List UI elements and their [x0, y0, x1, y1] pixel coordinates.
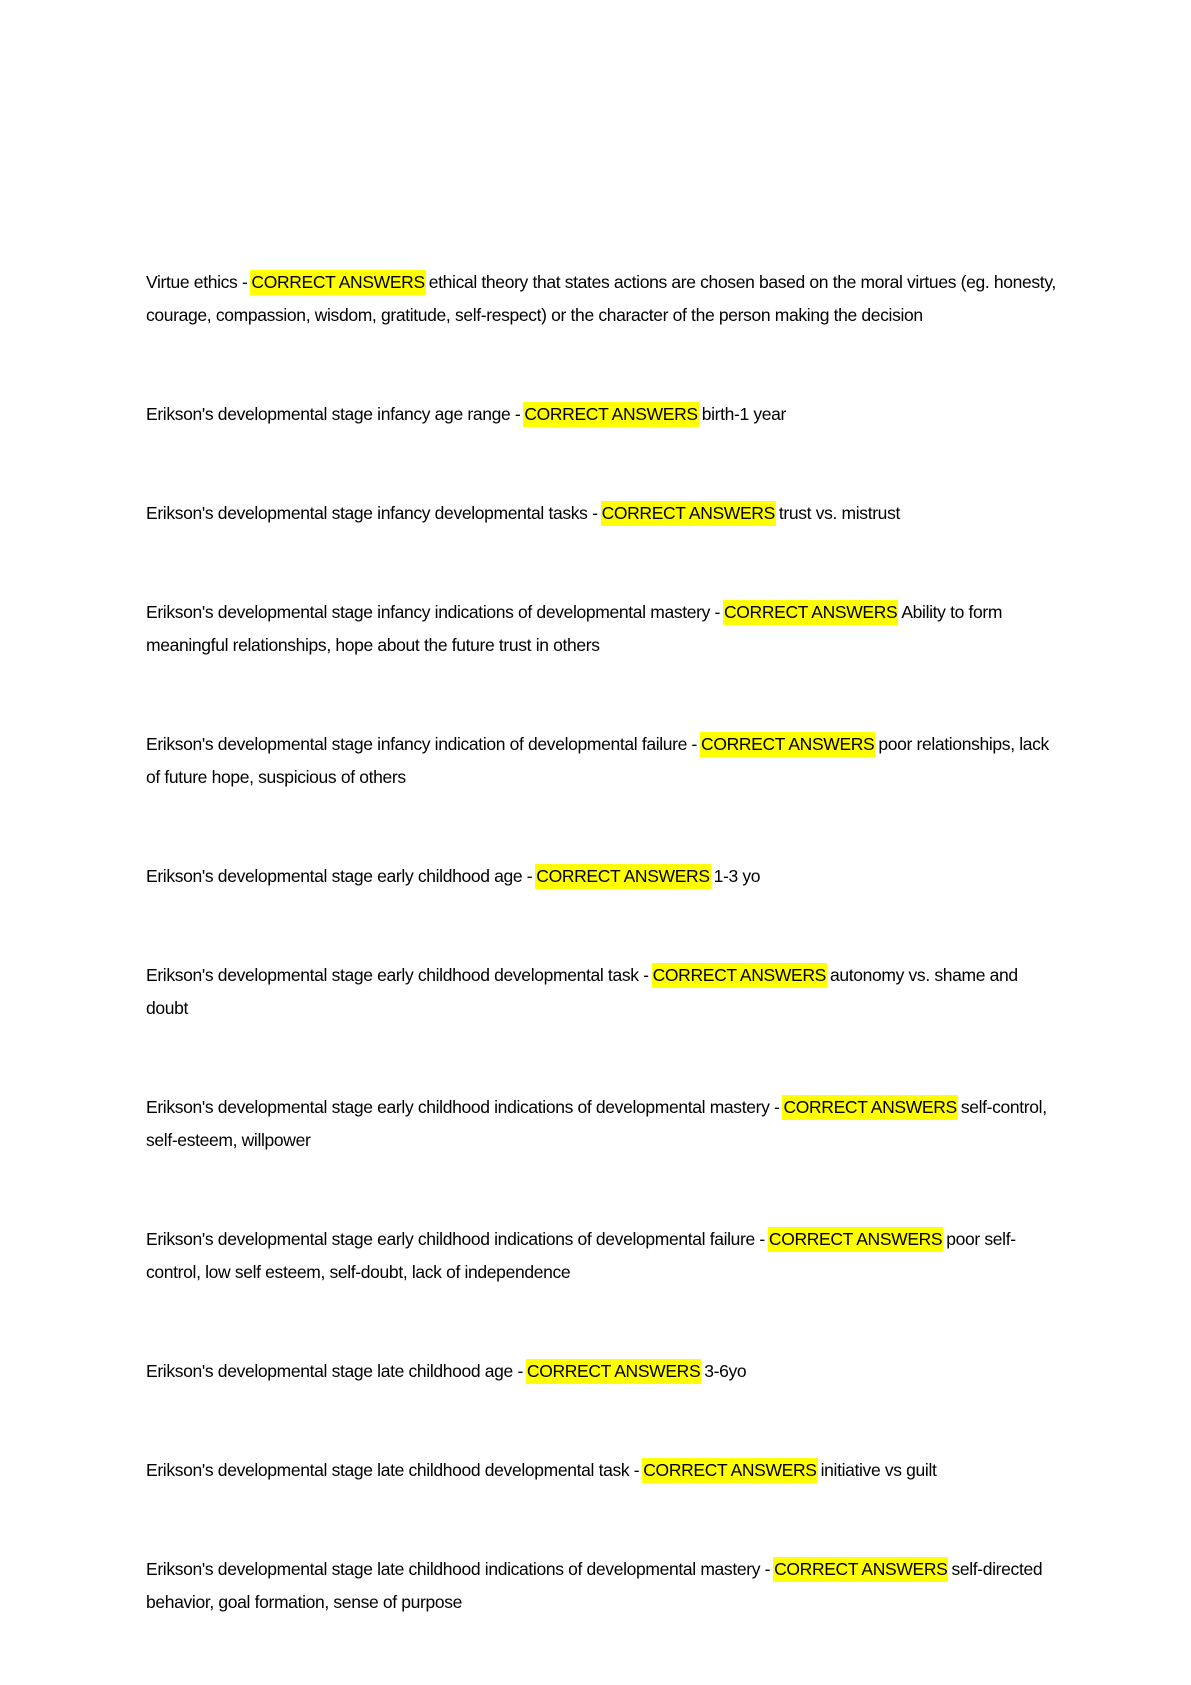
entry-term: Erikson's developmental stage infancy developmental tasks - [146, 503, 598, 523]
correct-answers-highlight: CORRECT ANSWERS [768, 1227, 943, 1252]
entry-late-childhood-age [146, 1355, 1056, 1388]
entry-term: Erikson's developmental stage early childhood developmental task - [146, 965, 649, 985]
entry-infancy-mastery [146, 596, 1056, 662]
correct-answers-highlight: CORRECT ANSWERS [535, 864, 710, 889]
entry-answer: 3-6yo [704, 1361, 747, 1381]
entry-early-childhood-failure [146, 1223, 1056, 1289]
entry-answer: self-control, self-esteem, willpower [146, 1097, 1047, 1150]
entry-answer: 1-3 yo [713, 866, 761, 886]
entry-early-childhood-task [146, 959, 1056, 1025]
entry-term: Erikson's developmental stage infancy indication of developmental failure - [146, 734, 698, 754]
correct-answers-highlight: CORRECT ANSWERS [523, 402, 698, 427]
entry-answer: autonomy vs. shame and doubt [146, 965, 1018, 1018]
correct-answers-highlight: CORRECT ANSWERS [250, 270, 425, 295]
entry-term: Erikson's developmental stage late childhood indications of developmental mastery - [146, 1559, 771, 1579]
correct-answers-highlight: CORRECT ANSWERS [526, 1359, 701, 1384]
entry-term: Erikson's developmental stage early childhood indications of developmental mastery - [146, 1097, 780, 1117]
entry-infancy-age [146, 398, 1056, 431]
entry-answer: Ability to form meaningful relationships, hope about the future trust in others [146, 602, 1003, 655]
entry-late-childhood-task [146, 1454, 1056, 1487]
correct-answers-highlight: CORRECT ANSWERS [642, 1458, 817, 1483]
entry-infancy-tasks [146, 497, 1056, 530]
entry-term: Erikson's developmental stage late childhood age - [146, 1361, 523, 1381]
entry-late-childhood-mastery [146, 1553, 1056, 1619]
entry-answer: trust vs. mistrust [778, 503, 900, 523]
entry-answer: ethical theory that states actions are chosen based on the moral virtues (eg. honesty, courage, compassion, wisdom, gratitude, self-respect) or the character of the person making the decision [146, 272, 1056, 325]
entry-term: Erikson's developmental stage infancy indications of developmental mastery - [146, 602, 720, 622]
entry-answer: birth-1 year [701, 404, 786, 424]
correct-answers-highlight: CORRECT ANSWERS [652, 963, 827, 988]
entry-early-childhood-mastery [146, 1091, 1056, 1157]
correct-answers-highlight: CORRECT ANSWERS [773, 1557, 948, 1582]
entry-term: Virtue ethics - [146, 272, 248, 292]
entry-answer: poor self-control, low self esteem, self-doubt, lack of independence [146, 1229, 1016, 1282]
entry-virtue-ethics [146, 266, 1056, 332]
entry-term: Erikson's developmental stage infancy age range - [146, 404, 521, 424]
entry-infancy-failure [146, 728, 1056, 794]
entry-term: Erikson's developmental stage early childhood age - [146, 866, 533, 886]
flashcard-list [146, 266, 1056, 1685]
entry-answer: initiative vs guilt [820, 1460, 937, 1480]
entry-answer: self-directed behavior, goal formation, sense of purpose [146, 1559, 1043, 1612]
entry-term: Erikson's developmental stage early childhood indications of developmental failure - [146, 1229, 765, 1249]
entry-early-childhood-age [146, 860, 1056, 893]
correct-answers-highlight: CORRECT ANSWERS [601, 501, 776, 526]
correct-answers-highlight: CORRECT ANSWERS [700, 732, 875, 757]
correct-answers-highlight: CORRECT ANSWERS [782, 1095, 957, 1120]
entry-answer: poor relationships, lack of future hope, suspicious of others [146, 734, 1049, 787]
correct-answers-highlight: CORRECT ANSWERS [723, 600, 898, 625]
entry-term: Erikson's developmental stage late childhood developmental task - [146, 1460, 640, 1480]
